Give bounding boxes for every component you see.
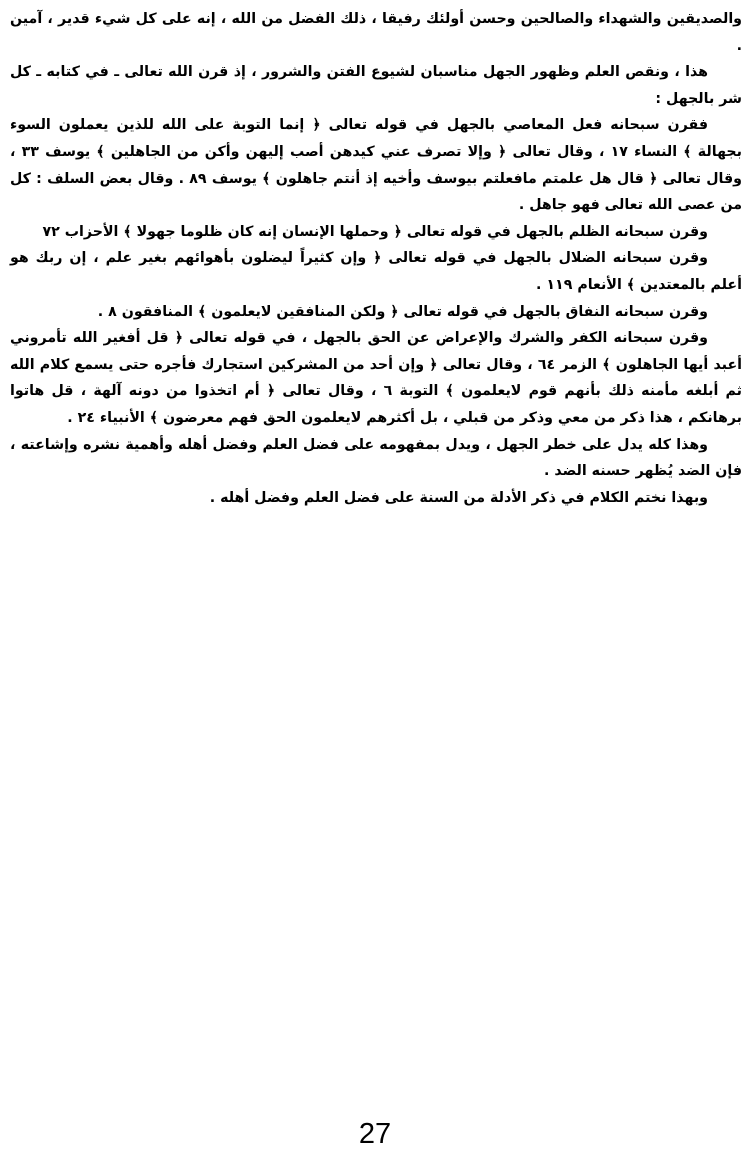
page-number: 27 xyxy=(358,1118,392,1150)
paragraph-2: هذا ، ونقص العلم وظهور الجهل مناسبان لشيوع الفتن والشرور ، إذ قرن الله تعالى ـ في كتابه ـ كل شر بالجهل : xyxy=(10,64,742,107)
paragraph-3: فقرن سبحانه فعل المعاصي بالجهل في قوله تعالى ﴿ إنما التوبة على الله للذين يعملون السوء بجهالة ﴾ النساء ١٧ ، وقال تعالى ﴿ وإلا تصرف عني كيدهن أصب إليهن وأكن من الجاهلين ﴾ يوسف ٣٣ ، وقال تعالى ﴿ قال هل علمتم مافعلتم بيوسف وأخيه إذ أنتم جاهلون ﴾ يوسف ٨٩ . وقال بعض السلف : كل من عصى الله تعالى فهو جاهل . xyxy=(10,117,742,214)
paragraph-5: وقرن سبحانه الضلال بالجهل في قوله تعالى ﴿ وإن كثيراً ليضلون بأهوائهم بغير علم ، إن ربك هو أعلم بالمعتدين ﴾ الأنعام ١١٩ . xyxy=(10,250,742,293)
paragraph-9: وبهذا نختم الكلام في ذكر الأدلة من السنة على فضل العلم وفضل أهله . xyxy=(209,489,708,506)
paragraph-7: وقرن سبحانه الكفر والشرك والإعراض عن الحق بالجهل ، في قوله تعالى ﴿ قل أفغير الله تأمروني أعبد أيها الجاهلون ﴾ الزمر ٦٤ ، وقال تعالى ﴿ وإن أحد من المشركين استجارك فأجره حتى يسمع كلام الله ثم أبلغه مأمنه ذلك بأنهم قوم لايعلمون ﴾ التوبة ٦ ، وقال تعالى ﴿ أم اتخذوا من دونه آلهة ، قل هاتوا برهانكم ، هذا ذكر من معي وذكر من قبلي ، بل أكثرهم لايعلمون الحق فهم معرضون ﴾ الأنبياء ٢٤ . xyxy=(10,330,743,426)
paragraph-6: وقرن سبحانه النفاق بالجهل في قوله تعالى ﴿ ولكن المنافقين لايعلمون ﴾ المنافقون ٨ . xyxy=(97,303,708,320)
page-body xyxy=(10,6,742,511)
paragraph-1: والصديقين والشهداء والصالحين وحسن أولئك رفيقا ، ذلك الفضل من الله ، إنه على كل شيء قدير ، آمين . xyxy=(10,11,742,54)
paragraph-8: وهذا كله يدل على خطر الجهل ، ويدل بمفهومه على فضل العلم وفضل أهله وأهمية نشره وإشاعته ، فإن الضد يُظهر حسنه الضد . xyxy=(10,436,742,480)
paragraph-4: وقرن سبحانه الظلم بالجهل في قوله تعالى ﴿ وحملها الإنسان إنه كان ظلوما جهولا ﴾ الأحزاب ٧٢ xyxy=(42,223,708,240)
